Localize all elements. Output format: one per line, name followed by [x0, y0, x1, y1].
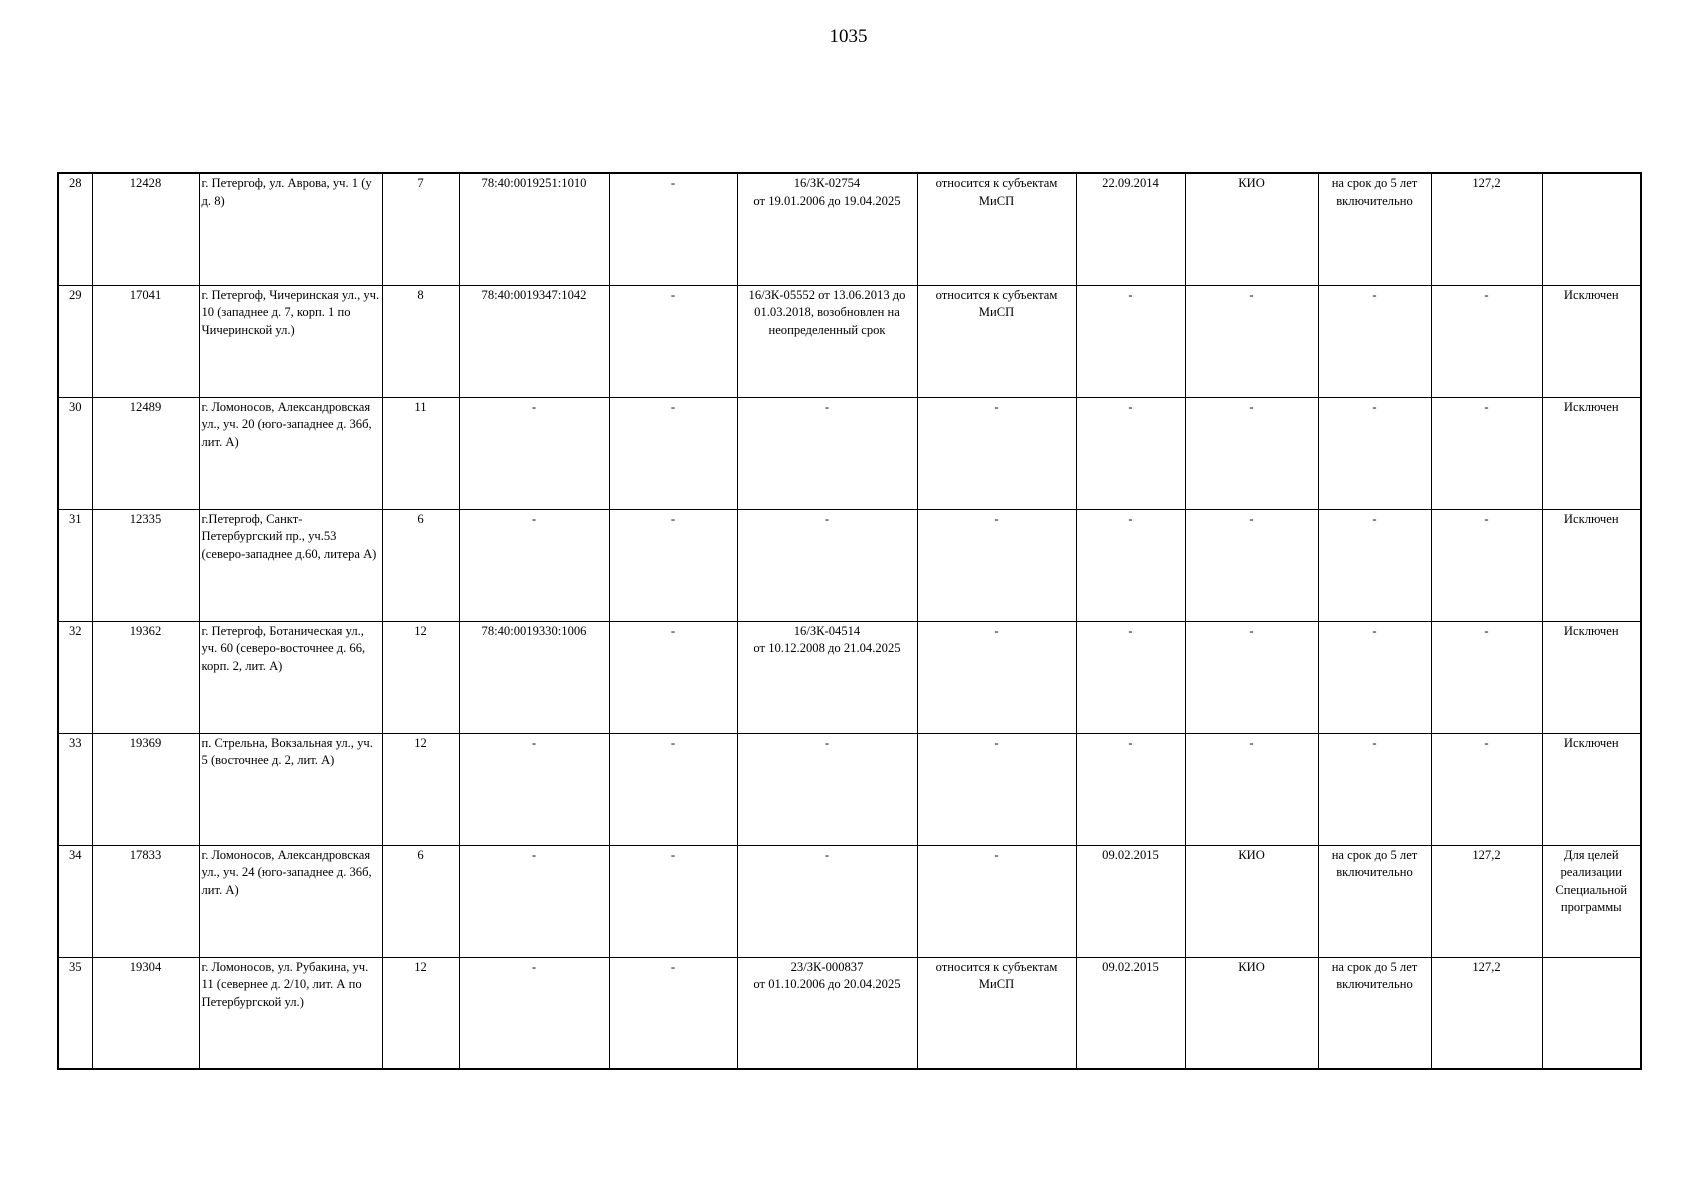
- cell-smsp-status: относится к субъектам МиСП: [917, 285, 1076, 397]
- cell-decision-date: -: [1076, 509, 1185, 621]
- cell-zone-number: 6: [382, 845, 459, 957]
- cell-authority: -: [1185, 509, 1318, 621]
- cell-status-note: [1542, 173, 1641, 285]
- cell-decision-date: -: [1076, 285, 1185, 397]
- cell-rate: -: [1431, 509, 1542, 621]
- cell-column-6: -: [609, 173, 737, 285]
- cell-column-6: -: [609, 957, 737, 1069]
- table-row: [58, 285, 1641, 397]
- cell-decision-date: 22.09.2014: [1076, 173, 1185, 285]
- cell-lease-term: на срок до 5 лет включительно: [1318, 173, 1431, 285]
- cell-smsp-status: относится к субъектам МиСП: [917, 957, 1076, 1069]
- cell-lease-agreement: -: [737, 733, 917, 845]
- cell-lease-term: -: [1318, 509, 1431, 621]
- page-number: 1035: [829, 26, 868, 47]
- cell-row-number: 30: [58, 397, 92, 509]
- cell-lease-term: -: [1318, 621, 1431, 733]
- cell-status-note: Исключен: [1542, 509, 1641, 621]
- cell-authority: -: [1185, 397, 1318, 509]
- cell-smsp-status: -: [917, 733, 1076, 845]
- table-row: [58, 845, 1641, 957]
- cell-lease-term: -: [1318, 733, 1431, 845]
- cell-status-note: Исключен: [1542, 397, 1641, 509]
- cell-zone-number: 12: [382, 733, 459, 845]
- cell-object-id: 19362: [92, 621, 199, 733]
- cell-object-id: 19369: [92, 733, 199, 845]
- table-body: [58, 173, 1641, 1069]
- cell-rate: -: [1431, 397, 1542, 509]
- cell-cadastral-number: 78:40:0019330:1006: [459, 621, 609, 733]
- cell-column-6: -: [609, 845, 737, 957]
- cell-rate: -: [1431, 733, 1542, 845]
- cell-row-number: 29: [58, 285, 92, 397]
- cell-lease-term: на срок до 5 лет включительно: [1318, 845, 1431, 957]
- cell-smsp-status: относится к субъектам МиСП: [917, 173, 1076, 285]
- cell-rate: 127,2: [1431, 845, 1542, 957]
- cell-object-id: 17833: [92, 845, 199, 957]
- cell-cadastral-number: -: [459, 733, 609, 845]
- cell-column-6: -: [609, 397, 737, 509]
- table-row: [58, 621, 1641, 733]
- registry-table: [57, 172, 1642, 1070]
- cell-decision-date: -: [1076, 733, 1185, 845]
- table-row: [58, 733, 1641, 845]
- cell-smsp-status: -: [917, 621, 1076, 733]
- cell-decision-date: 09.02.2015: [1076, 957, 1185, 1069]
- cell-smsp-status: -: [917, 509, 1076, 621]
- cell-lease-term: -: [1318, 397, 1431, 509]
- cell-rate: -: [1431, 621, 1542, 733]
- cell-object-id: 12428: [92, 173, 199, 285]
- cell-address: г. Ломоносов, Александровская ул., уч. 20 (юго-западнее д. 36б, лит. А): [199, 397, 382, 509]
- cell-status-note: Исключен: [1542, 621, 1641, 733]
- cell-zone-number: 8: [382, 285, 459, 397]
- cell-smsp-status: -: [917, 397, 1076, 509]
- cell-zone-number: 12: [382, 957, 459, 1069]
- cell-address: г. Петергоф, ул. Аврова, уч. 1 (у д. 8): [199, 173, 382, 285]
- cell-cadastral-number: 78:40:0019251:1010: [459, 173, 609, 285]
- cell-authority: -: [1185, 621, 1318, 733]
- cell-address: г. Ломоносов, ул. Рубакина, уч. 11 (севернее д. 2/10, лит. А по Петербургской ул.): [199, 957, 382, 1069]
- cell-authority: КИО: [1185, 957, 1318, 1069]
- table-row: [58, 509, 1641, 621]
- cell-row-number: 28: [58, 173, 92, 285]
- cell-lease-agreement: -: [737, 509, 917, 621]
- cell-status-note: Исключен: [1542, 285, 1641, 397]
- cell-object-id: 12335: [92, 509, 199, 621]
- cell-decision-date: -: [1076, 397, 1185, 509]
- cell-row-number: 34: [58, 845, 92, 957]
- cell-authority: -: [1185, 285, 1318, 397]
- cell-object-id: 19304: [92, 957, 199, 1069]
- cell-status-note: Исключен: [1542, 733, 1641, 845]
- cell-lease-agreement: 16/ЗК-04514 от 10.12.2008 до 21.04.2025: [737, 621, 917, 733]
- cell-column-6: -: [609, 733, 737, 845]
- cell-decision-date: -: [1076, 621, 1185, 733]
- cell-rate: 127,2: [1431, 173, 1542, 285]
- cell-address: г. Ломоносов, Александровская ул., уч. 24 (юго-западнее д. 36б, лит. А): [199, 845, 382, 957]
- cell-zone-number: 6: [382, 509, 459, 621]
- table-row: [58, 173, 1641, 285]
- cell-column-6: -: [609, 285, 737, 397]
- cell-lease-agreement: 16/ЗК-02754 от 19.01.2006 до 19.04.2025: [737, 173, 917, 285]
- cell-lease-agreement: -: [737, 397, 917, 509]
- cell-address: п. Стрельна, Вокзальная ул., уч. 5 (восточнее д. 2, лит. А): [199, 733, 382, 845]
- cell-column-6: -: [609, 621, 737, 733]
- cell-object-id: 17041: [92, 285, 199, 397]
- cell-lease-agreement: 16/ЗК-05552 от 13.06.2013 до 01.03.2018, возобновлен на неопределенный срок: [737, 285, 917, 397]
- cell-cadastral-number: -: [459, 845, 609, 957]
- cell-column-6: -: [609, 509, 737, 621]
- cell-status-note: Для целей реализации Специальной программы: [1542, 845, 1641, 957]
- cell-authority: КИО: [1185, 173, 1318, 285]
- cell-address: г. Петергоф, Чичеринская ул., уч. 10 (западнее д. 7, корп. 1 по Чичеринской ул.): [199, 285, 382, 397]
- cell-row-number: 33: [58, 733, 92, 845]
- cell-zone-number: 12: [382, 621, 459, 733]
- cell-lease-term: на срок до 5 лет включительно: [1318, 957, 1431, 1069]
- cell-row-number: 31: [58, 509, 92, 621]
- cell-cadastral-number: 78:40:0019347:1042: [459, 285, 609, 397]
- cell-smsp-status: -: [917, 845, 1076, 957]
- cell-cadastral-number: -: [459, 397, 609, 509]
- cell-lease-term: -: [1318, 285, 1431, 397]
- table-row: [58, 957, 1641, 1069]
- cell-address: г.Петергоф, Санкт-Петербургский пр., уч.53 (северо-западнее д.60, литера А): [199, 509, 382, 621]
- cell-rate: 127,2: [1431, 957, 1542, 1069]
- cell-authority: КИО: [1185, 845, 1318, 957]
- cell-object-id: 12489: [92, 397, 199, 509]
- cell-status-note: [1542, 957, 1641, 1069]
- cell-row-number: 35: [58, 957, 92, 1069]
- cell-decision-date: 09.02.2015: [1076, 845, 1185, 957]
- cell-zone-number: 11: [382, 397, 459, 509]
- table-row: [58, 397, 1641, 509]
- cell-lease-agreement: 23/ЗК-000837 от 01.10.2006 до 20.04.2025: [737, 957, 917, 1069]
- cell-cadastral-number: -: [459, 957, 609, 1069]
- cell-authority: -: [1185, 733, 1318, 845]
- cell-address: г. Петергоф, Ботаническая ул., уч. 60 (северо-восточнее д. 66, корп. 2, лит. А): [199, 621, 382, 733]
- cell-row-number: 32: [58, 621, 92, 733]
- cell-lease-agreement: -: [737, 845, 917, 957]
- cell-rate: -: [1431, 285, 1542, 397]
- cell-zone-number: 7: [382, 173, 459, 285]
- cell-cadastral-number: -: [459, 509, 609, 621]
